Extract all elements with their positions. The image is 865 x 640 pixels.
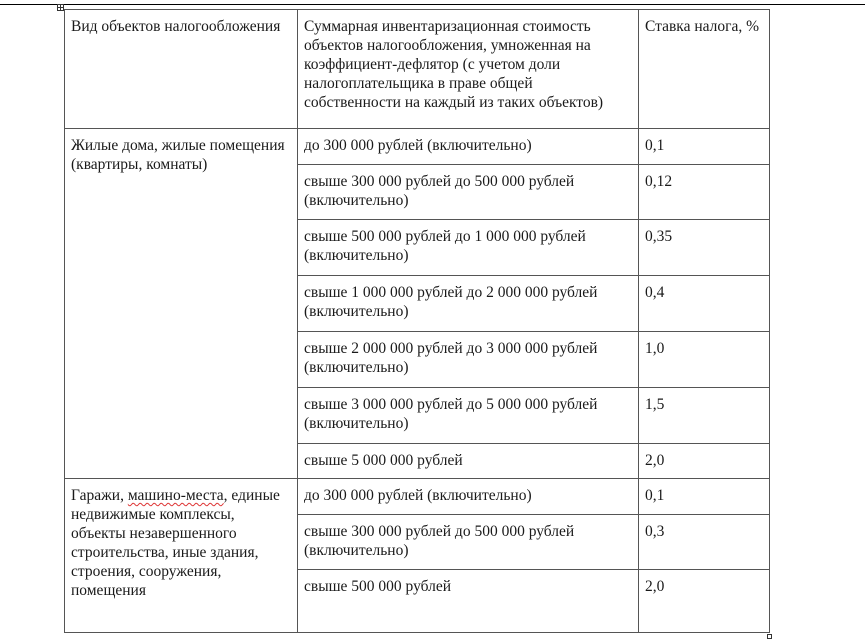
header-rate: Ставка налога, % xyxy=(639,10,770,129)
table-row xyxy=(65,129,770,165)
range-cell: до 300 000 рублей (включительно) xyxy=(298,479,639,515)
rate-cell: 1,5 xyxy=(639,388,770,444)
range-cell: свыше 2 000 000 рублей до 3 000 000 рублей (включительно) xyxy=(298,332,639,388)
rate-cell: 0,3 xyxy=(639,515,770,570)
rate-cell: 0,4 xyxy=(639,276,770,332)
spellcheck-word: машино-места xyxy=(127,487,224,504)
rate-cell: 1,0 xyxy=(639,332,770,388)
table-row xyxy=(65,479,770,515)
group-object-type: Жилые дома, жилые помещения (квартиры, комнаты) xyxy=(65,129,298,479)
rate-cell: 0,35 xyxy=(639,220,770,276)
tax-rate-table xyxy=(64,9,770,633)
range-cell: свыше 1 000 000 рублей до 2 000 000 рублей (включительно) xyxy=(298,276,639,332)
group-type-prefix: Гаражи, xyxy=(71,487,128,504)
range-cell: свыше 300 000 рублей до 500 000 рублей (включительно) xyxy=(298,165,639,220)
rate-cell: 2,0 xyxy=(639,444,770,479)
group-object-type xyxy=(65,479,298,633)
rate-cell: 0,1 xyxy=(639,479,770,515)
group-type-rest: , единые недвижимые комплексы, объекты незавершенного строительства, иные здания, строения, сооружения, помещения xyxy=(71,487,280,599)
range-cell: свыше 300 000 рублей до 500 000 рублей (включительно) xyxy=(298,515,639,570)
rate-cell: 0,1 xyxy=(639,129,770,165)
header-object-type: Вид объектов налогообложения xyxy=(65,10,298,129)
table-header-row xyxy=(65,10,770,129)
table-resize-handle-icon[interactable] xyxy=(767,634,772,639)
range-cell: свыше 3 000 000 рублей до 5 000 000 рублей (включительно) xyxy=(298,388,639,444)
rate-cell: 2,0 xyxy=(639,570,770,633)
page-top-border xyxy=(0,4,865,5)
rate-cell: 0,12 xyxy=(639,165,770,220)
header-value: Суммарная инвентаризационная стоимость объектов налогообложения, умноженная на коэффициент-дефлятор (с учетом доли налогоплательщика в праве общей собственности на каждый из таких объектов) xyxy=(298,10,639,129)
range-cell: свыше 5 000 000 рублей xyxy=(298,444,639,479)
range-cell: свыше 500 000 рублей до 1 000 000 рублей (включительно) xyxy=(298,220,639,276)
range-cell: до 300 000 рублей (включительно) xyxy=(298,129,639,165)
table-move-handle-icon[interactable] xyxy=(57,4,64,11)
range-cell: свыше 500 000 рублей xyxy=(298,570,639,633)
